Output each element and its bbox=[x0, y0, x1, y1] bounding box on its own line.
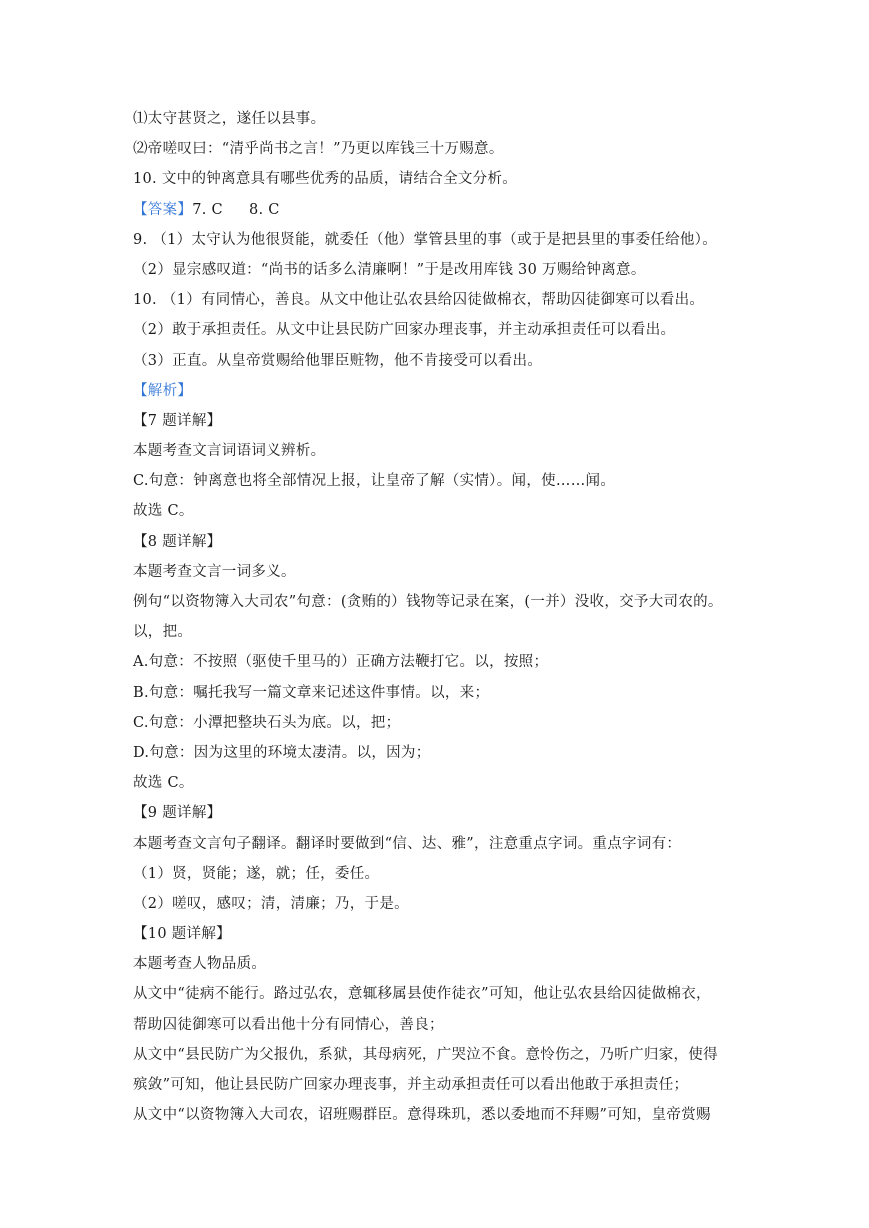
body-line: D.句意：因为这里的环境太凄清。以，因为； bbox=[133, 744, 431, 761]
body-line: 从文中“县民防广为父报仇，系狱，其母病死，广哭泣不食。意怜伤之，乃听广归家，使得 bbox=[133, 1046, 718, 1063]
answer-line: （2）显宗感叹道：“尚书的话多么清廉啊！”于是改用库钱 30 万赐给钟离意。 bbox=[133, 261, 646, 278]
question-line: ⑵帝嗟叹曰：“清乎尚书之言！”乃更以库钱三十万赐意。 bbox=[133, 141, 504, 158]
body-line: 本题考查文言句子翻译。翻译时要做到“信、达、雅”，注意重点字词。重点字词有： bbox=[133, 835, 682, 852]
body-line: 本题考查人物品质。 bbox=[133, 956, 267, 973]
document-page bbox=[133, 104, 753, 1130]
answer-8: 8. C bbox=[248, 201, 280, 218]
body-line: 从文中“徒病不能行。路过弘农，意辄移属县使作徒衣”可知，他让弘农县给囚徒做棉衣， bbox=[133, 986, 711, 1003]
body-line: （2）嗟叹，感叹；清，清廉；乃，于是。 bbox=[133, 895, 409, 912]
section-heading: 【9 题详解】 bbox=[133, 805, 222, 822]
analysis-label: 【解析】 bbox=[133, 382, 193, 399]
section-heading: 【8 题详解】 bbox=[133, 533, 222, 550]
question-line: 10. 文中的钟离意具有哪些优秀的品质，请结合全文分析。 bbox=[133, 171, 518, 188]
body-line: 从文中“以资物簿入大司农，诏班赐群臣。意得珠玑，悉以委地而不拜赐”可知，皇帝赏赐 bbox=[133, 1107, 711, 1124]
body-line: C.句意：小潭把整块石头为底。以，把； bbox=[133, 714, 401, 731]
body-line: C.句意：钟离意也将全部情况上报，让皇帝了解（实情）。闻，使……闻。 bbox=[133, 473, 616, 490]
answer-line: 10. （1）有同情心，善良。从文中他让弘农县给囚徒做棉衣，帮助囚徒御寒可以看出。 bbox=[133, 292, 705, 309]
body-line: B.句意：嘱托我写一篇文章来记述这件事情。以，来； bbox=[133, 684, 490, 701]
answer-line: 9. （1）太守认为他很贤能，就委任（他）掌管县里的事（或于是把县里的事委任给他）。 bbox=[133, 231, 718, 248]
question-line: ⑴太守甚贤之，遂任以县事。 bbox=[133, 111, 326, 127]
body-line: 殡敛”可知，他让县民防广回家办理丧事，并主动承担责任可以看出他敢于承担责任； bbox=[133, 1077, 689, 1093]
answer-line: （3）正直。从皇帝赏赐给他罪臣赃物，他不肯接受可以看出。 bbox=[133, 352, 543, 369]
body-line: 故选 C。 bbox=[133, 503, 194, 520]
answer-7: 7. C bbox=[192, 201, 223, 218]
answer-line bbox=[133, 195, 753, 225]
body-line: 故选 C。 bbox=[133, 775, 194, 792]
body-line: 帮助囚徒御寒可以看出他十分有同情心，善良； bbox=[133, 1016, 444, 1033]
section-heading: 【10 题详解】 bbox=[133, 926, 231, 943]
body-line: （1）贤，贤能；遂，就；任，委任。 bbox=[133, 865, 380, 882]
body-line: 本题考查文言一词多义。 bbox=[133, 563, 296, 580]
section-heading: 【7 题详解】 bbox=[133, 412, 222, 429]
body-line: 本题考查文言词语词义辨析。 bbox=[133, 443, 326, 460]
body-line: 例句“以资物簿入大司农”句意：(贪贿的）钱物等记录在案，(一并）没收，交予大司农的。 bbox=[133, 594, 723, 610]
answer-line: （2）敢于承担责任。从文中让县民防广回家办理丧事，并主动承担责任可以看出。 bbox=[133, 322, 676, 339]
body-line: 以，把。 bbox=[133, 624, 193, 641]
body-line: A.句意：不按照（驱使千里马的）正确方法鞭打它。以，按照； bbox=[133, 654, 549, 671]
answer-label: 【答案】 bbox=[133, 201, 193, 218]
